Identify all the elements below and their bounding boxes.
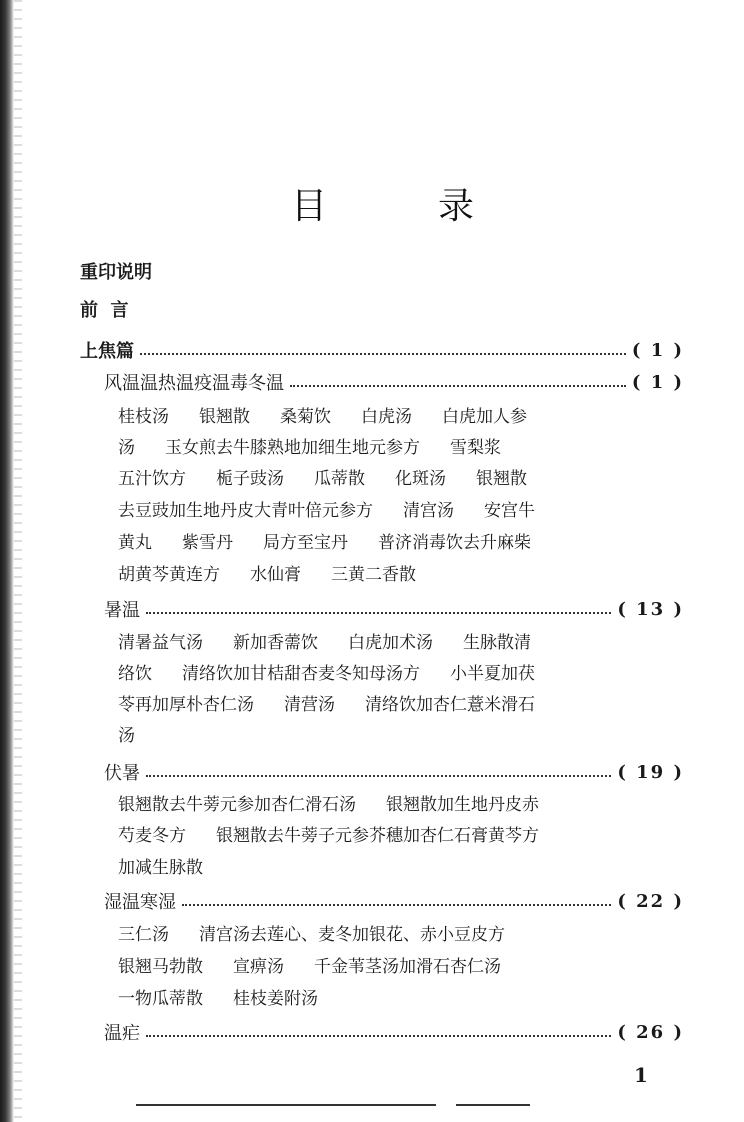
formula-name: 银翘散 xyxy=(199,407,250,427)
formula-name: 普济消毒饮去升麻柴 xyxy=(378,533,531,553)
formula-name: 千金苇茎汤加滑石杏仁汤 xyxy=(314,957,501,977)
formula-name: 安宫牛 xyxy=(484,501,535,521)
formula-name: 白虎加人参 xyxy=(442,407,527,427)
formula-name: 瓜蒂散 xyxy=(314,469,365,489)
dot-leader xyxy=(146,775,611,777)
formula-name: 桑菊饮 xyxy=(280,407,331,427)
toc-entry-damp-warmth xyxy=(104,886,684,916)
toc-entry-page: ( 19 ) xyxy=(617,761,684,783)
formula-name: 清营汤 xyxy=(284,695,335,715)
formula-row xyxy=(118,528,561,558)
toc-entry-label: 风温温热温疫温毒冬温 xyxy=(104,373,284,394)
formula-name: 胡黄芩黄连方 xyxy=(118,565,220,585)
formula-row xyxy=(118,920,535,950)
formula-name: 汤 xyxy=(118,438,135,458)
toc-entry-page: ( 22 ) xyxy=(617,890,684,912)
formula-row xyxy=(118,402,557,432)
dot-leader xyxy=(182,904,611,906)
formula-name: 新加香薷饮 xyxy=(233,633,318,653)
formula-name: 水仙膏 xyxy=(250,565,301,585)
formula-row xyxy=(118,560,446,590)
footer-rule xyxy=(136,1104,436,1106)
title-char-1: 目 xyxy=(291,186,328,227)
formula-row xyxy=(118,659,565,689)
formula-name: 银翘马勃散 xyxy=(118,957,203,977)
formula-name: 雪梨浆 xyxy=(450,438,501,458)
formula-name: 桂枝汤 xyxy=(118,407,169,427)
formula-row xyxy=(118,952,531,982)
formula-name: 三黄二香散 xyxy=(331,565,416,585)
formula-name: 白虎汤 xyxy=(361,407,412,427)
formula-name: 银翘散加生地丹皮赤 xyxy=(386,795,539,815)
formula-name: 银翘散去牛蒡子元参芥穗加杏仁石膏黄芩方 xyxy=(216,826,539,846)
formula-name: 清暑益气汤 xyxy=(118,633,203,653)
toc-entry-page: ( 1 ) xyxy=(631,371,684,393)
toc-entry-label: 伏暑 xyxy=(104,763,140,784)
formula-name: 局方至宝丹 xyxy=(263,533,348,553)
toc-entry-summer-warmth xyxy=(104,594,684,624)
formula-name: 清络饮加杏仁薏米滑石 xyxy=(365,695,535,715)
toc-entry-page: ( 1 ) xyxy=(631,339,684,361)
dot-leader xyxy=(146,1035,611,1037)
formula-name: 白虎加术汤 xyxy=(348,633,433,653)
formula-row xyxy=(118,496,565,526)
formula-name: 汤 xyxy=(118,726,135,746)
formula-name: 络饮 xyxy=(118,664,152,684)
formula-name: 芍麦冬方 xyxy=(118,826,186,846)
toc-entry-page: ( 26 ) xyxy=(617,1021,684,1043)
footer-rule-short xyxy=(456,1104,530,1106)
formula-name: 栀子豉汤 xyxy=(216,469,284,489)
toc-entry-label: 上焦篇 xyxy=(80,341,134,362)
title-char-2: 录 xyxy=(438,186,475,227)
formula-name: 玉女煎去牛膝熟地加细生地元参方 xyxy=(165,438,420,458)
formula-name: 小半夏加茯 xyxy=(450,664,535,684)
formula-row xyxy=(118,690,565,720)
formula-name: 五汁饮方 xyxy=(118,469,186,489)
toc-entry-page: ( 13 ) xyxy=(617,598,684,620)
formula-name: 桂枝姜附汤 xyxy=(233,989,318,1009)
formula-name: 化斑汤 xyxy=(395,469,446,489)
formula-row xyxy=(118,984,348,1014)
formula-row xyxy=(118,853,233,883)
formula-name: 紫雪丹 xyxy=(182,533,233,553)
dot-leader xyxy=(146,612,611,614)
formula-name: 三仁汤 xyxy=(118,925,169,945)
formula-name: 清宫汤去莲心、麦冬加银花、赤小豆皮方 xyxy=(199,925,505,945)
toc-entry-latent-summer xyxy=(104,757,684,787)
dot-leader xyxy=(140,353,626,355)
page-number: 1 xyxy=(634,1063,648,1087)
formula-name: 生脉散清 xyxy=(463,633,531,653)
formula-name: 黄丸 xyxy=(118,533,152,553)
formula-name: 苓再加厚朴杏仁汤 xyxy=(118,695,254,715)
formula-name: 清宫汤 xyxy=(403,501,454,521)
formula-name: 加减生脉散 xyxy=(118,858,203,878)
toc-entry-label: 暑温 xyxy=(104,600,140,621)
formula-row xyxy=(118,433,531,463)
toc-entry-wind-warmth xyxy=(104,367,684,397)
formula-row xyxy=(118,821,569,851)
formula-name: 银翘散 xyxy=(476,469,527,489)
formula-row xyxy=(118,790,569,820)
page-title xyxy=(0,178,744,238)
book-spine-shadow xyxy=(0,0,14,1122)
scan-edge-noise xyxy=(14,0,22,1122)
formula-name: 宣痹汤 xyxy=(233,957,284,977)
toc-entry-label: 湿温寒湿 xyxy=(104,892,176,913)
front-matter-preface: 前 言 xyxy=(80,300,129,321)
formula-name: 银翘散去牛蒡元参加杏仁滑石汤 xyxy=(118,795,356,815)
formula-name: 一物瓜蒂散 xyxy=(118,989,203,1009)
formula-name: 清络饮加甘桔甜杏麦冬知母汤方 xyxy=(182,664,420,684)
formula-row xyxy=(118,628,561,658)
toc-entry-upper-jiao xyxy=(80,335,684,365)
toc-entry-label: 温疟 xyxy=(104,1023,140,1044)
dot-leader xyxy=(290,385,626,387)
formula-name: 去豆豉加生地丹皮大青叶倍元参方 xyxy=(118,501,373,521)
toc-entry-warm-malaria xyxy=(104,1017,684,1047)
formula-row xyxy=(118,721,165,751)
front-matter-reprint-note: 重印说明 xyxy=(80,262,152,283)
formula-row xyxy=(118,464,557,494)
